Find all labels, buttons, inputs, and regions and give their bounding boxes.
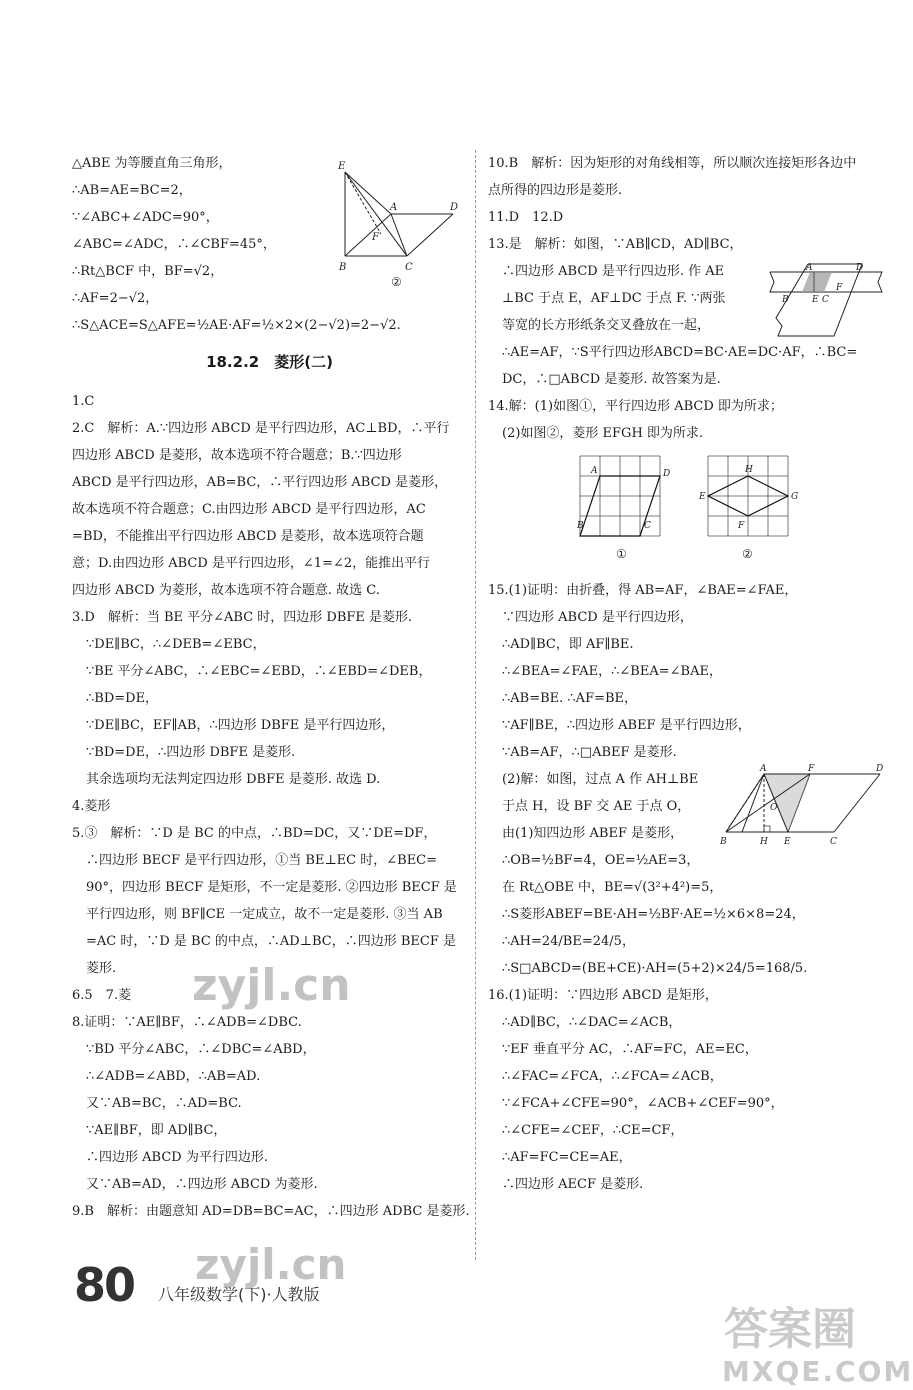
svg-text:H: H bbox=[760, 837, 768, 847]
text-line: 其余选项均无法判定四边形 DBFE 是菱形. 故选 D. bbox=[86, 772, 381, 787]
text-line: ∵DE∥BC，∴∠DEB=∠EBC， bbox=[86, 637, 266, 652]
grid-1-label: ① bbox=[616, 547, 627, 561]
figure-grid-1 bbox=[578, 454, 670, 564]
text-line: 11.D 12.D bbox=[488, 210, 564, 225]
watermark-zyjl-1: zyjl.cn bbox=[192, 960, 351, 1011]
text-line: ∴四边形 ABCD 为平行四边形. bbox=[86, 1150, 268, 1165]
left-lines bbox=[72, 388, 470, 1225]
text-line: 90°，四边形 BECF 是矩形，不一定是菱形. ②四边形 BECF 是 bbox=[86, 880, 457, 895]
text-line: ∴∠FAC=∠FCA，∴∠FCA=∠ACB， bbox=[502, 1069, 723, 1084]
text-line: 菱形. bbox=[86, 961, 117, 976]
text-line: ∵∠FCA+∠CFE=90°，∠ACB+∠CEF=90°， bbox=[502, 1096, 784, 1111]
text-line: 13.是 解析：如图，∵AB∥CD，AD∥BC， bbox=[488, 237, 743, 252]
text-line: ∴AF=2−√2， bbox=[72, 291, 159, 306]
figure-parallelogram-abcd bbox=[718, 762, 890, 850]
text-line: 四边形 ABCD 为菱形，故本选项不符合题意. 故选 C. bbox=[72, 583, 380, 598]
text-line: ∴S△ACE=S△AFE=½AE·AF=½×2×(2−√2)=2−√2. bbox=[72, 318, 401, 333]
text-line: 5.③ 解析：∵D 是 BC 的中点，∴BD=DC，又∵DE=DF， bbox=[72, 826, 437, 841]
text-line: 9.B 解析：由题意知 AD=DB=BC=AC，∴四边形 ADBC 是菱形. bbox=[72, 1204, 470, 1219]
svg-text:C: C bbox=[822, 295, 829, 305]
text-line: 15.(1)证明：由折叠，得 AB=AF，∠BAE=∠FAE， bbox=[488, 583, 798, 598]
svg-text:E: E bbox=[812, 295, 819, 305]
svg-text:F: F bbox=[836, 283, 843, 293]
svg-text:A: A bbox=[760, 764, 767, 774]
text-line: ∵四边形 ABCD 是平行四边形， bbox=[502, 610, 693, 625]
text-line: ∴BD=DE， bbox=[86, 691, 159, 706]
text-line: DC，∴□ABCD 是菱形. 故答案为是. bbox=[502, 372, 721, 387]
text-line: 点所得的四边形是菱形. bbox=[488, 183, 623, 198]
text-line: ∴∠CFE=∠CEF，∴CE=CF， bbox=[502, 1123, 684, 1138]
svg-text:D: D bbox=[663, 469, 671, 479]
text-line: ∵∠ABC+∠ADC=90°， bbox=[72, 210, 219, 225]
svg-text:B: B bbox=[577, 521, 584, 531]
grid-figure-space bbox=[488, 447, 888, 577]
grid-2-label: ② bbox=[742, 547, 753, 561]
text-line: 16.(1)证明：∵四边形 ABCD 是矩形， bbox=[488, 988, 718, 1003]
text-line: ∵BD=DE，∴四边形 DBFE 是菱形. bbox=[86, 745, 296, 760]
text-line: ∴OB=½BF=4，OE=½AE=3， bbox=[502, 853, 700, 868]
svg-text:E: E bbox=[699, 492, 706, 502]
svg-text:B: B bbox=[339, 262, 347, 273]
svg-text:F: F bbox=[808, 764, 815, 774]
text-line: 由(1)知四边形 ABEF 是菱形， bbox=[502, 826, 684, 841]
figure-triangle-parallelogram bbox=[335, 158, 465, 288]
text-line: ⊥BC 于点 E，AF⊥DC 于点 F. ∵两张 bbox=[502, 291, 726, 306]
svg-text:B: B bbox=[782, 295, 789, 305]
right-lines-b bbox=[488, 577, 888, 1198]
svg-text:A: A bbox=[591, 466, 598, 476]
svg-text:G: G bbox=[791, 492, 799, 502]
text-line: 在 Rt△OBE 中，BE=√(3²+4²)=5， bbox=[502, 880, 723, 895]
text-line: =BD，不能推出平行四边形 ABCD 是菱形，故本选项符合题 bbox=[72, 529, 424, 544]
figure-label: ② bbox=[391, 275, 402, 289]
text-line: ∴AF=FC=CE=AE， bbox=[502, 1150, 632, 1165]
text-line: 6.5 7.菱 bbox=[72, 988, 132, 1003]
section-title: 18.2.2 菱形(二) bbox=[206, 353, 333, 371]
text-line: ∵DE∥BC，EF∥AB，∴四边形 DBFE 是平行四边形， bbox=[86, 718, 395, 733]
text-line: 8.证明：∵AE∥BF，∴∠ADB=∠DBC. bbox=[72, 1015, 302, 1030]
text-line: ∴四边形 AECF 是菱形. bbox=[502, 1177, 644, 1192]
figure-grid-2 bbox=[698, 454, 798, 564]
text-line: ∵EF 垂直平分 AC，∴AF=FC，AE=EC， bbox=[502, 1042, 758, 1057]
svg-text:A: A bbox=[806, 263, 813, 273]
text-line: 14.解：(1)如图①，平行四边形 ABCD 即为所求； bbox=[488, 399, 783, 414]
svg-text:E: E bbox=[338, 161, 346, 172]
svg-text:F: F bbox=[372, 232, 379, 243]
svg-text:O: O bbox=[770, 803, 778, 813]
svg-text:C: C bbox=[830, 837, 837, 847]
text-line: ∴AE=AF，∵S平行四边形ABCD=BC·AE=DC·AF，∴BC= bbox=[502, 345, 858, 360]
text-line: ∴四边形 ABCD 是平行四边形. 作 AE bbox=[502, 264, 725, 279]
text-line: =AC 时，∵D 是 BC 的中点，∴AD⊥BC，∴四边形 BECF 是 bbox=[86, 934, 456, 949]
watermark-logo-icon bbox=[720, 1300, 890, 1356]
column-divider bbox=[475, 150, 476, 1260]
text-line: ∴AD∥BC，∴∠DAC=∠ACB， bbox=[502, 1015, 682, 1030]
text-line: 2.C 解析：A.∵四边形 ABCD 是平行四边形，AC⊥BD，∴平行 bbox=[72, 421, 450, 436]
text-line: 等宽的长方形纸条交叉叠放在一起， bbox=[502, 318, 711, 333]
figure-crossed-strips bbox=[762, 262, 888, 338]
svg-text:B: B bbox=[720, 837, 727, 847]
text-line: 1.C bbox=[72, 394, 95, 409]
left-top-block bbox=[72, 150, 401, 339]
svg-text:D: D bbox=[856, 263, 864, 273]
text-line: ∵AE∥BF，即 AD∥BC， bbox=[86, 1123, 227, 1138]
text-line: ∵BE 平分∠ABC，∴∠EBC=∠EBD，∴∠EBD=∠DEB， bbox=[86, 664, 432, 679]
text-line: ∵BD 平分∠ABC，∴∠DBC=∠ABD， bbox=[86, 1042, 316, 1057]
text-line: ∴∠ADB=∠ABD，∴AB=AD. bbox=[86, 1069, 261, 1084]
text-line: ∵AB=AF，∴□ABEF 是菱形. bbox=[502, 745, 677, 760]
text-line: ∴Rt△BCF 中，BF=√2， bbox=[72, 264, 224, 279]
page-number: 80 bbox=[74, 1258, 135, 1312]
text-line: 故本选项不符合题意；C.由四边形 ABCD 是平行四边形，AC bbox=[72, 502, 426, 517]
text-line: 平行四边形，则 BF∥CE 一定成立，故不一定是菱形. ③当 AB bbox=[86, 907, 443, 922]
svg-text:A: A bbox=[390, 202, 398, 213]
text-line: 又∵AB=BC，∴AD=BC. bbox=[86, 1096, 242, 1111]
text-line: ∠ABC=∠ADC，∴∠CBF=45°， bbox=[72, 237, 276, 252]
text-line: 3.D 解析：当 BE 平分∠ABC 时，四边形 DBFE 是菱形. bbox=[72, 610, 413, 625]
svg-text:C: C bbox=[405, 262, 413, 273]
text-line: ∴S菱形ABEF=BE·AH=½BF·AE=½×6×8=24， bbox=[502, 907, 805, 922]
text-line: (2)解：如图，过点 A 作 AH⊥BE bbox=[502, 772, 699, 787]
text-line: ∵AF∥BE，∴四边形 ABEF 是平行四边形， bbox=[502, 718, 751, 733]
text-line: 于点 H，设 BF 交 AE 于点 O， bbox=[502, 799, 691, 814]
text-line: ∴四边形 BECF 是平行四边形，①当 BE⊥EC 时，∠BEC= bbox=[86, 853, 438, 868]
svg-text:H: H bbox=[745, 465, 753, 475]
text-line: △ABE 为等腰直角三角形， bbox=[72, 156, 232, 171]
watermark-mxqe: MXQE.COM bbox=[722, 1355, 913, 1388]
svg-text:F: F bbox=[738, 521, 745, 531]
text-line: ∴∠BEA=∠FAE，∴∠BEA=∠BAE， bbox=[502, 664, 722, 679]
text-line: ∴S□ABCD=(BE+CE)·AH=(5+2)×24/5=168/5. bbox=[502, 961, 808, 976]
text-line: 意；D.由四边形 ABCD 是平行四边形，∠1=∠2，能推出平行 bbox=[72, 556, 431, 571]
text-line: ∴AH=24/BE=24/5， bbox=[502, 934, 635, 949]
text-line: (2)如图②，菱形 EFGH 即为所求. bbox=[502, 426, 704, 441]
svg-text:D: D bbox=[876, 764, 884, 774]
svg-text:答案圈: 答案圈 bbox=[724, 1304, 856, 1355]
text-line: 4.菱形 bbox=[72, 799, 111, 814]
text-line: ∴AB=AE=BC=2， bbox=[72, 183, 192, 198]
svg-text:D: D bbox=[450, 202, 459, 213]
left-column bbox=[72, 150, 470, 1225]
watermark-zyjl-2: zyjl.cn bbox=[195, 1240, 347, 1289]
text-line: ∴AB=BE. ∴AF=BE， bbox=[502, 691, 638, 706]
text-line: ABCD 是平行四边形，AB=BC，∴平行四边形 ABCD 是菱形， bbox=[72, 475, 448, 490]
text-line: 四边形 ABCD 是菱形，故本选项不符合题意；B.∵四边形 bbox=[72, 448, 402, 463]
text-line: 又∵AB=AD，∴四边形 ABCD 为菱形. bbox=[86, 1177, 318, 1192]
text-line: ∴AD∥BC，即 AF∥BE. bbox=[502, 637, 634, 652]
svg-text:E: E bbox=[784, 837, 791, 847]
text-line: 10.B 解析：因为矩形的对角线相等，所以顺次连接矩形各边中 bbox=[488, 156, 857, 171]
svg-text:C: C bbox=[644, 521, 651, 531]
book-title: 八年级数学(下)·人教版 bbox=[158, 1285, 320, 1304]
